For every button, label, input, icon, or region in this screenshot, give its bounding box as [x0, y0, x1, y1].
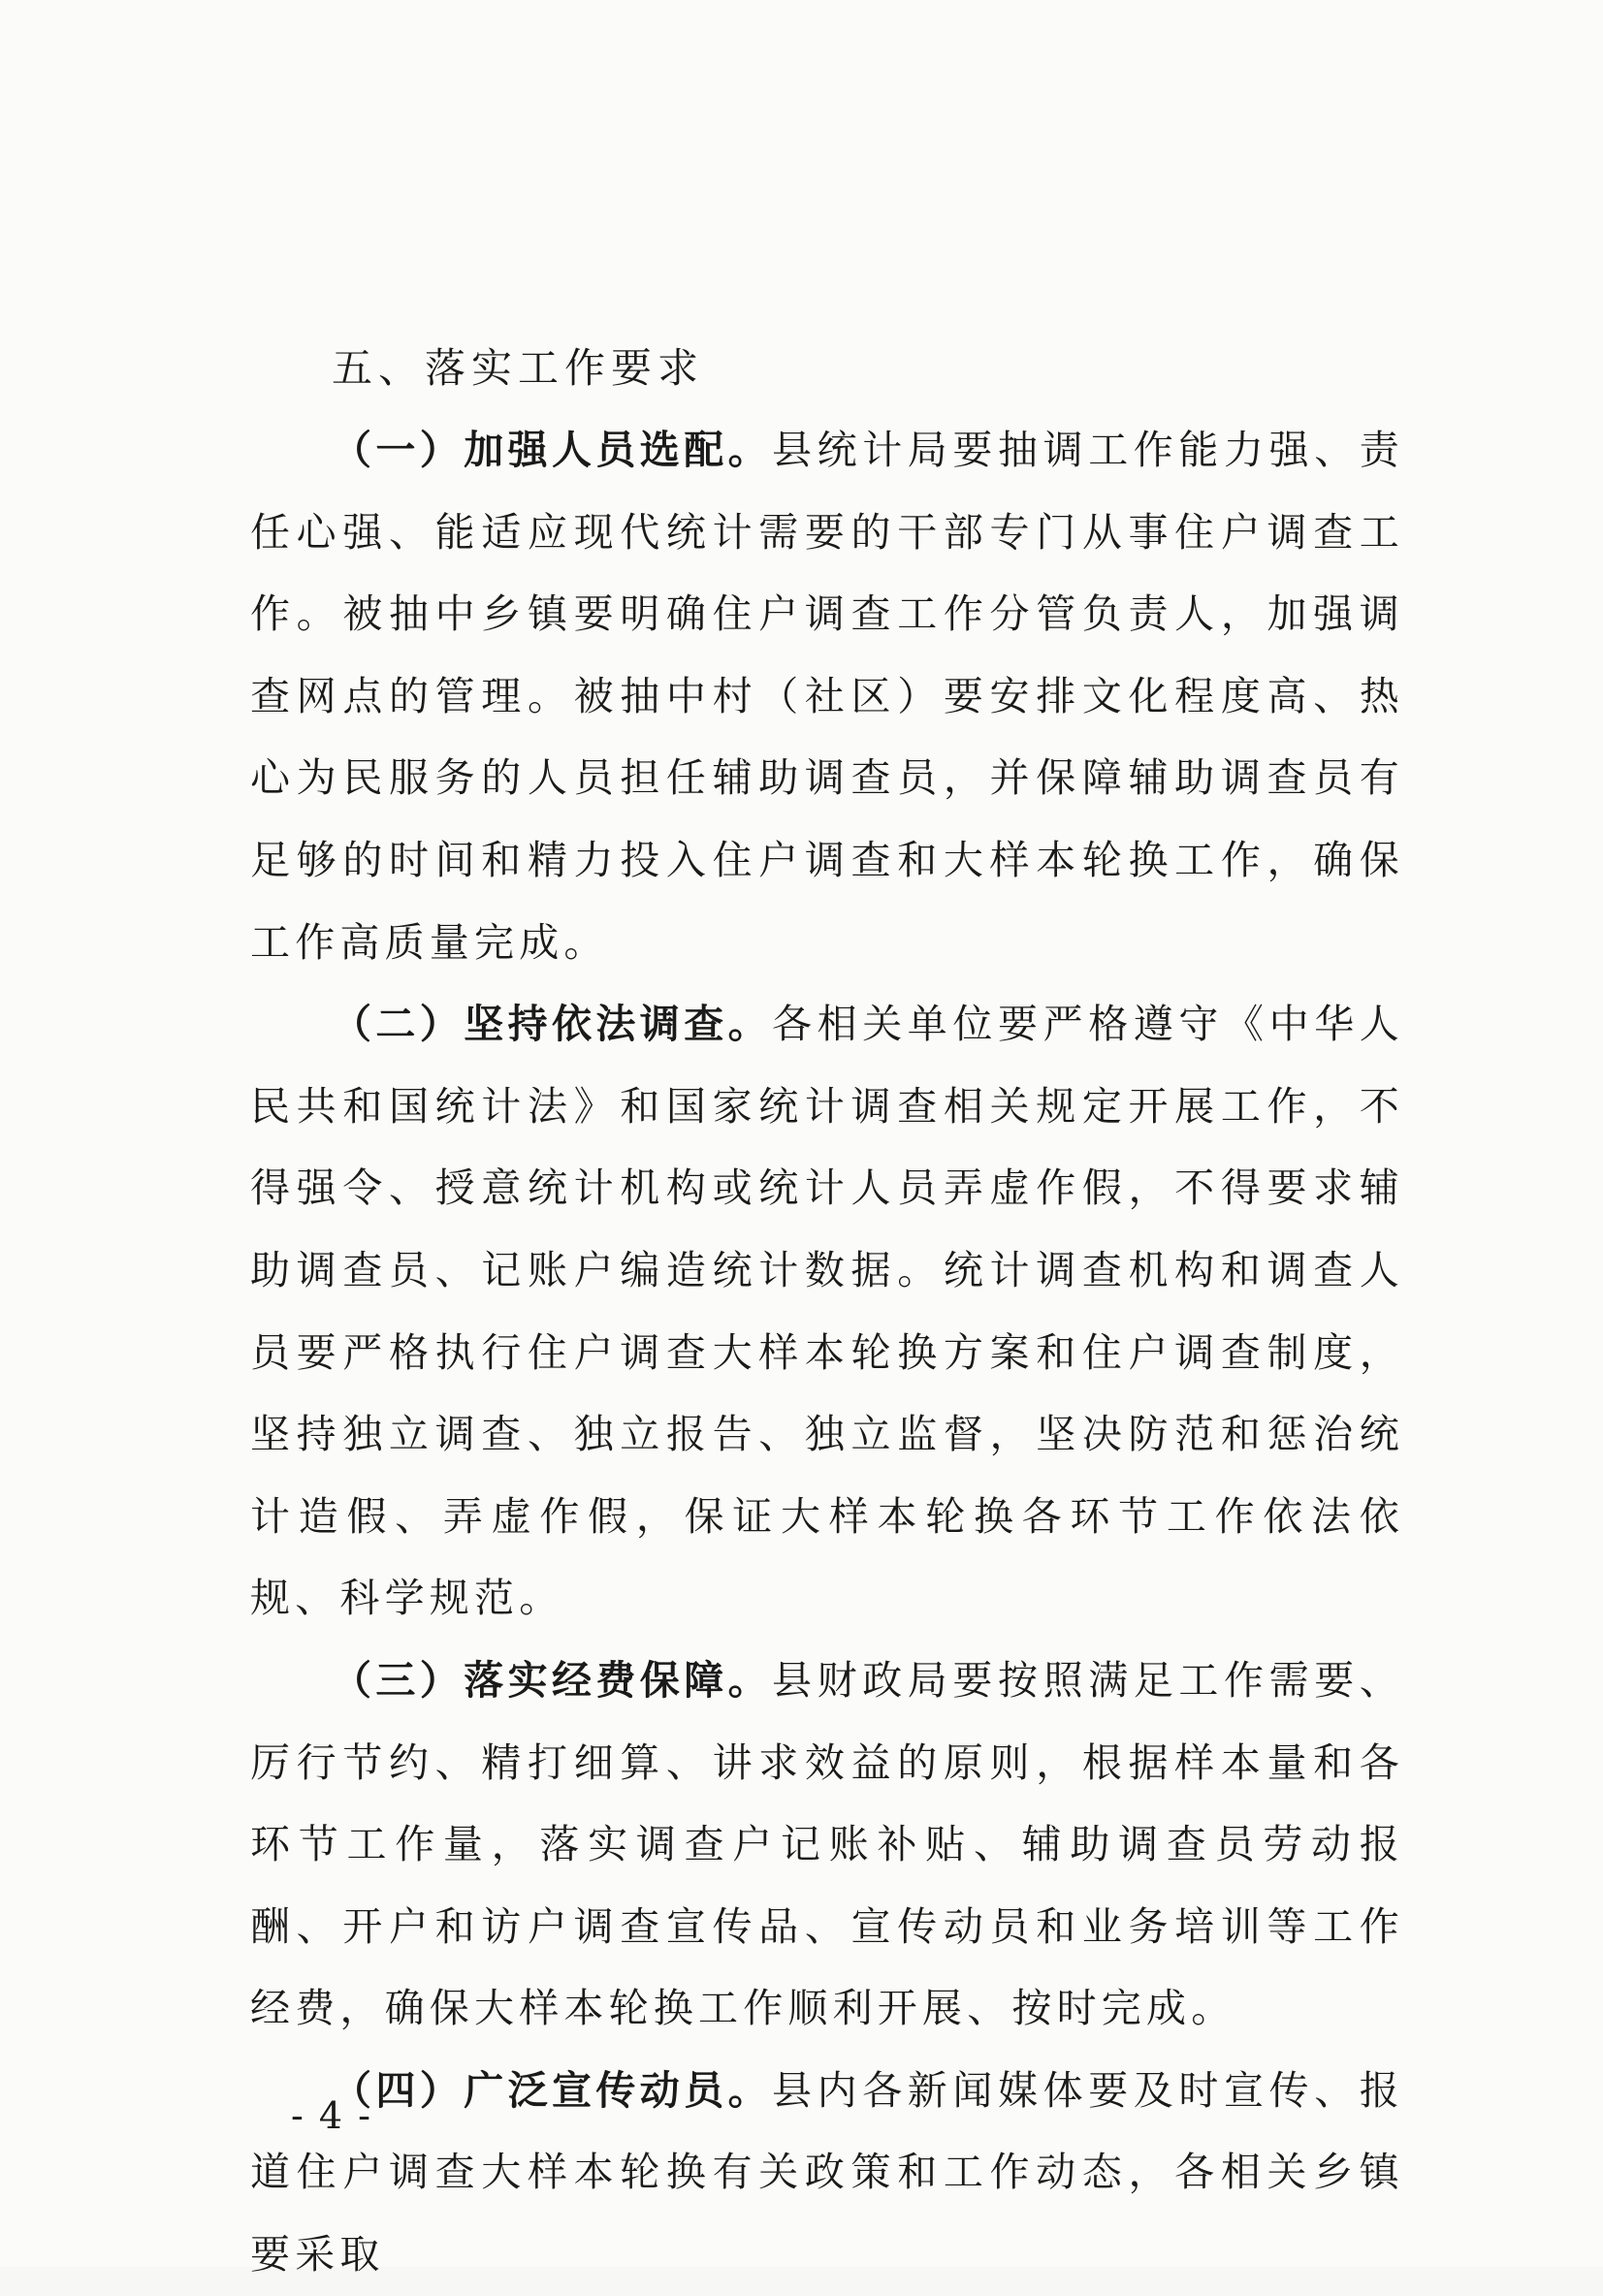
- paragraph-lead: （四）广泛宣传动员。: [332, 2066, 772, 2114]
- paragraph-text: 县内各新闻媒体要及时宣传、报道住户调查大样本轮换有关政策和工作动态，各相关乡镇要采取: [250, 2066, 1404, 2279]
- paragraph-lead: （一）加强人员选配。: [332, 427, 772, 473]
- paragraph-staffing: [250, 409, 1404, 983]
- paragraph-funding: [250, 1640, 1404, 2050]
- paragraph-text: 各相关单位要严格遵守《中华人民共和国统计法》和国家统计调查相关规定开展工作，不得强令、授意统计机构或统计人员弄虚作假，不得要求辅助调查员、记账户编造统计数据。统计调查机构和调查人员要严格执行住户调查大样本轮换方案和住户调查制度，坚持独立调查、独立报告、独立监督，坚决防范和惩治统计造假、弄虚作假，保证大样本轮换各环节工作依法依规、科学规范。: [250, 1001, 1404, 1622]
- paragraph-lawful-survey: [250, 983, 1404, 1640]
- page-number: - 4 -: [291, 2094, 373, 2137]
- paragraph-publicity: [250, 2050, 1404, 2296]
- paragraph-text: 县财政局要按照满足工作需要、厉行节约、精打细算、讲求效益的原则，根据样本量和各环节工作量，落实调查户记账补贴、辅助调查员劳动报酬、开户和访户调查宣传品、宣传动员和业务培训等工作经费，确保大样本轮换工作顺利开展、按时完成。: [250, 1656, 1404, 2032]
- paragraph-lead: （三）落实经费保障。: [332, 1656, 772, 1704]
- section-heading: 五、落实工作要求: [332, 344, 705, 392]
- document-body: [250, 328, 1404, 2296]
- paragraph-lead: （二）坚持依法调查。: [332, 1001, 772, 1048]
- paragraph-text: 县统计局要抽调工作能力强、责任心强、能适应现代统计需要的干部专门从事住户调查工作。被抽中乡镇要明确住户调查工作分管负责人，加强调查网点的管理。被抽中村（社区）要安排文化程度高、热心为民服务的人员担任辅助调查员，并保障辅助调查员有足够的时间和精力投入住户调查和大样本轮换工作，确保工作高质量完成。: [250, 427, 1404, 966]
